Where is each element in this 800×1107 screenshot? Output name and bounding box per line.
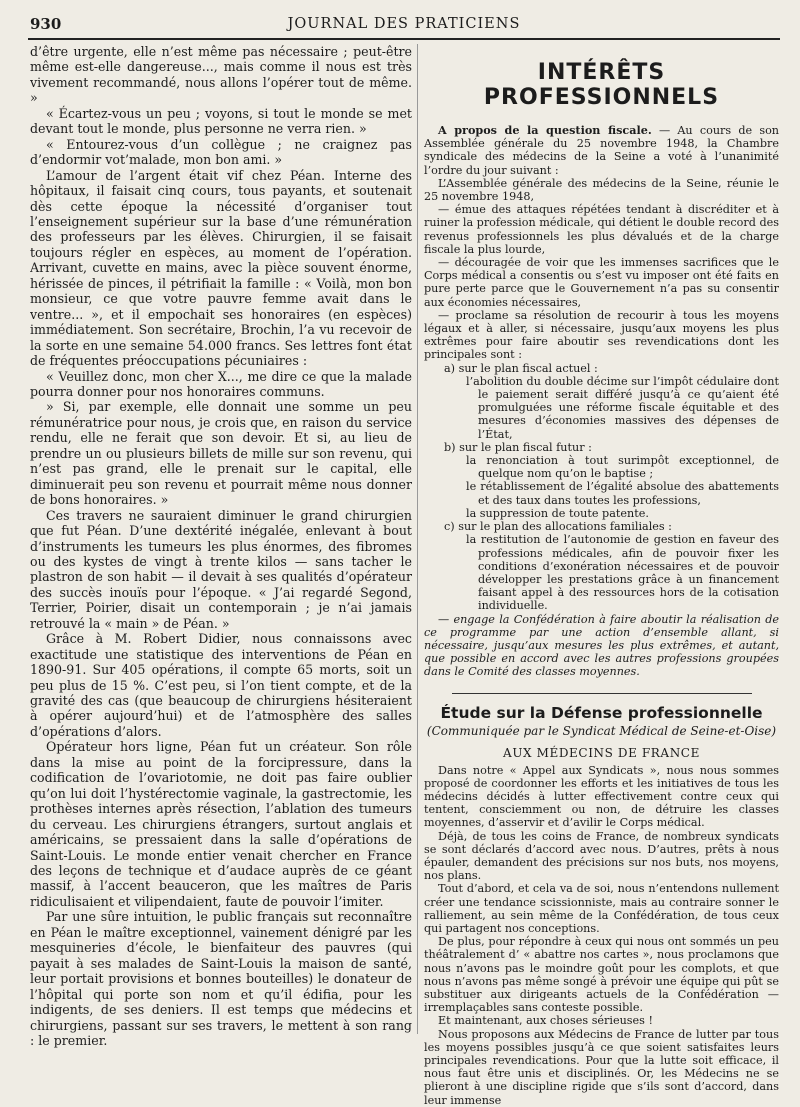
column-divider — [417, 44, 418, 1034]
defense-paragraph: Déjà, de tous les coins de France, de nombreux syndicats se sont déclarés d’accord avec nous. D’autres, prêts à nous épauler, demandent des précisions sur nos buts, nos moyens, nos plans. — [424, 829, 779, 883]
defense-address: AUX MÉDECINS DE FRANCE — [503, 745, 700, 760]
defense-title: Étude sur la Défense professionnelle — [440, 703, 763, 722]
defense-paragraph: Et maintenant, aux choses sérieuses ! — [438, 1014, 653, 1028]
point-label: c) — [444, 520, 455, 534]
fiscal-subitem: la restitution de l’autonomie de gestion en faveur des professions médicales, afin de pouvoir fixer les conditions d’exonération nécessaires et de pouvoir développer les prestations grâce à un financement faisant appel à des ressources hors de la cotisation individuelle. — [466, 533, 779, 613]
point-title: sur le plan fiscal futur : — [459, 440, 592, 454]
fiscal-considerant: — proclame sa résolution de recourir à tous les moyens légaux et à aller, si nécessaire, jusqu’aux moyens les plus extrêmes pour faire aboutir ses revendications dont les principales sont : — [424, 308, 779, 362]
fiscal-point-a — [424, 362, 779, 375]
left-paragraph: Ces travers ne sauraient diminuer le grand chirurgien que fut Péan. D’une dextérité inégalée, enlevant à bout d’instruments les tumeurs les plus énormes, des fibromes ou des kystes de vingt à trente kilos — sans tacher le plastron de son habit — il devait à ses qualités d’opérateur des succès inouïs pour l’époque. « J’ai regardé Segond, Terrier, Poirier, disait un contemporain ; je n’ai jamais retrouvé la « main » de Péan. » — [30, 507, 412, 631]
defense-paragraph: De plus, pour répondre à ceux qui nous ont sommés un peu théâtralement d’ « abattre nos cartes », nous proclamons que nous n’avons pas le moindre goût pour les complots, et que nous n’avons pas même songé à prévoir une équipe qui pût se substituer aux dirigeants actuels de la Confédération — irremplaçables sans conteste possible. — [424, 935, 779, 1015]
left-paragraph: « Veuillez donc, mon cher X..., me dire ce que la malade pourra donner pour nos honoraires communs. — [30, 368, 412, 399]
right-column — [424, 44, 779, 1107]
left-column — [30, 44, 412, 1048]
fiscal-subitem: l’abolition du double décime sur l’impôt cédulaire dont le paiement serait différé jusqu’à ce qu’aient été promulguées une réforme fiscale équitable et des mesures d’économies massives des dépenses de l’État, — [466, 374, 779, 441]
left-paragraph: « Écartez-vous un peu ; voyons, si tout le monde se met devant tout le monde, plus personne ne verra rien. » — [30, 105, 412, 137]
left-paragraph: » Si, par exemple, elle donnait une somme un peu rémunératrice pour nous, je crois que, en raison du service rendu, elle ne ferait que son devoir. Et si, au lieu de prendre un ou plusieurs billets de mille sur son revenu, qui n’est pas grand, elle le prenait sur le capital, elle diminuerait peu son revenu et pourrait même nous donner de bons honoraires. » — [30, 399, 412, 508]
fiscal-resolution: L’Assemblée générale des médecins de la Seine, réunie le 25 novembre 1948, — [424, 176, 779, 204]
left-paragraph: d’être urgente, elle n’est même pas nécessaire ; peut-être même est-elle dangereuse..., mais comme il nous est très vivement recommandé, nous allons l’opérer tout de même. » — [30, 44, 412, 106]
section-rule — [452, 693, 752, 694]
page-number: 930 — [30, 15, 62, 33]
left-paragraph: Par une sûre intuition, le public français sut reconnaître en Péan le maître exceptionnel, vainement dénigré par les mesquineries d’école, le bienfaiteur des pauvres (qui payait à ses malades de Saint-Louis la maison de santé, leur portait provisions et bonnes bouteilles) le donateur de l’hôpital qui porte son nom et qu’il édifia, pour les indigents, de ses deniers. Il est temps que médecins et chirurgiens, passant sur ses travers, le mettent à son rang : le premier. — [30, 909, 412, 1048]
journal-title: JOURNAL DES PRATICIENS — [287, 16, 521, 32]
fiscal-intro: — Au cours de son Assemblée générale du 25 novembre 1948, la Chambre syndicale des médecins de la Seine a voté à l’unanimité l’ordre du jour suivant : — [424, 124, 779, 177]
fiscal-point-b — [424, 441, 779, 454]
fiscal-point-c — [424, 520, 779, 533]
fiscal-considerant: — découragée de voir que les immenses sacrifices que le Corps médical a consentis ou s’est vu imposer ont été faits en pure perte parce que le Gouvernement n’a pas su consentir aux économies nécessaires, — [424, 256, 779, 309]
fiscal-heading: A propos de la question fiscale. — [438, 123, 652, 137]
section-title: INTÉRÊTS PROFESSIONNELS — [483, 60, 720, 110]
left-paragraph: « Entourez-vous d’un collègue ; ne craignez pas d’endormir vot’malade, mon bon ami. » — [30, 136, 412, 168]
fiscal-subitem: le rétablissement de l’égalité absolue des abattements et des taux dans toutes les professions, — [466, 480, 779, 507]
point-title: sur le plan des allocations familiales : — [458, 520, 672, 534]
fiscal-subitem: la renonciation à tout surimpôt exceptionnel, de quelque nom qu’on le baptise ; — [466, 454, 779, 481]
page-header — [28, 12, 780, 40]
point-label: b) — [444, 440, 456, 454]
fiscal-subitem: la suppression de toute patente. — [466, 506, 649, 520]
left-paragraph: Opérateur hors ligne, Péan fut un créateur. Son rôle dans la mise au point de la forcipressure, dans la codification de l’ovariotomie, ne doit pas faire oublier qu’on lui doit l’hystérectomie vaginale, la gastrectomie, les prothèses internes après résection, l’ablation des tumeurs du cerveau. Les chirurgiens étrangers, surtout anglais et américains, se pressaient dans la salle d’opérations de Saint-Louis. Le monde entier venait chercher en France des leçons de technique et d’audace auprès de ce géant massif, à l’accent beauceron, que les maîtres de Paris ridiculisaient et vilipendaient, faute de pouvoir l’imiter. — [30, 739, 412, 909]
defense-paragraph: Dans notre « Appel aux Syndicats », nous nous sommes proposé de coordonner les efforts et les initiatives de tous les médecins décidés à lutter effectivement contre ceux qui tentent, consciemment ou non, de détruire les classes moyennes, d’asservir et d’avilir le Corps médical. — [424, 763, 779, 830]
defense-subtitle: (Communiquée par le Syndicat Médical de Seine-et-Oise) — [426, 723, 777, 738]
point-title: sur le plan fiscal actuel : — [458, 361, 598, 375]
fiscal-considerant: — émue des attaques répétées tendant à discréditer et à ruiner la profession médicale, qui détient le double record des revenus professionnels les plus dévalués et de la charge fiscale la plus lourde, — [424, 203, 779, 256]
left-paragraph: Grâce à M. Robert Didier, nous connaissons avec exactitude une statistique des interventions de Péan en 1890-91. Sur 405 opérations, il compte 65 morts, soit un peu plus de 15 %. C’est peu, si l’on tient compte, et de la gravité des cas (que beaucoup de chirurgiens hésiteraient à opérer aujourd’hui) et de l’atmosphère des salles d’opérations d’alors. — [30, 631, 412, 739]
defense-paragraph: Nous proposons aux Médecins de France de lutter par tous les moyens possibles jusqu’à ce que soient satisfaites leurs principales revendications. Pour que la lutte soit efficace, il nous faut être unis et disciplinés. Or, les Médecins ne se plieront à une discipline rigide que s’ils sont d’accord, dans leur immense — [424, 1027, 779, 1107]
point-label: a) — [444, 361, 456, 375]
fiscal-conclusion: — engage la Confédération à faire aboutir la réalisation de ce programme par une action d’ensemble allant, si nécessaire, jusqu’aux mesures les plus extrêmes, et autant, que possible en accord avec les autres professions groupées dans le Comité des classes moyennes. — [424, 612, 779, 679]
left-paragraph: L’amour de l’argent était vif chez Péan. Interne des hôpitaux, il faisait cinq cours, tous payants, et soutenait dès cette époque la nécessité d’organiser tout l’enseignement supérieur sur la base d’une rémunération des professeurs par les élèves. Chirurgien, il se faisait toujours régler en espèces, au moment de l’opération. Arrivant, cuvette en mains, avec la pièce souvent énorme, hérissée de pinces, il pétrifiait la famille : « Voilà, mon bon monsieur, ce que votre pauvre femme avait dans le ventre... », et il empochait ses honoraires (en espèces) immédiatement. Son secrétaire, Brochin, l’a vu recevoir de la sorte en une semaine 54.000 francs. Ses lettres font état de fréquentes préoccupations pécuniaires : — [30, 167, 412, 369]
defense-paragraph: Tout d’abord, et cela va de soi, nous n’entendons nullement créer une tendance scissionniste, mais au contraire sonner le ralliement, au sein même de la Confédération, de tous ceux qui partagent nos conceptions. — [424, 882, 779, 935]
